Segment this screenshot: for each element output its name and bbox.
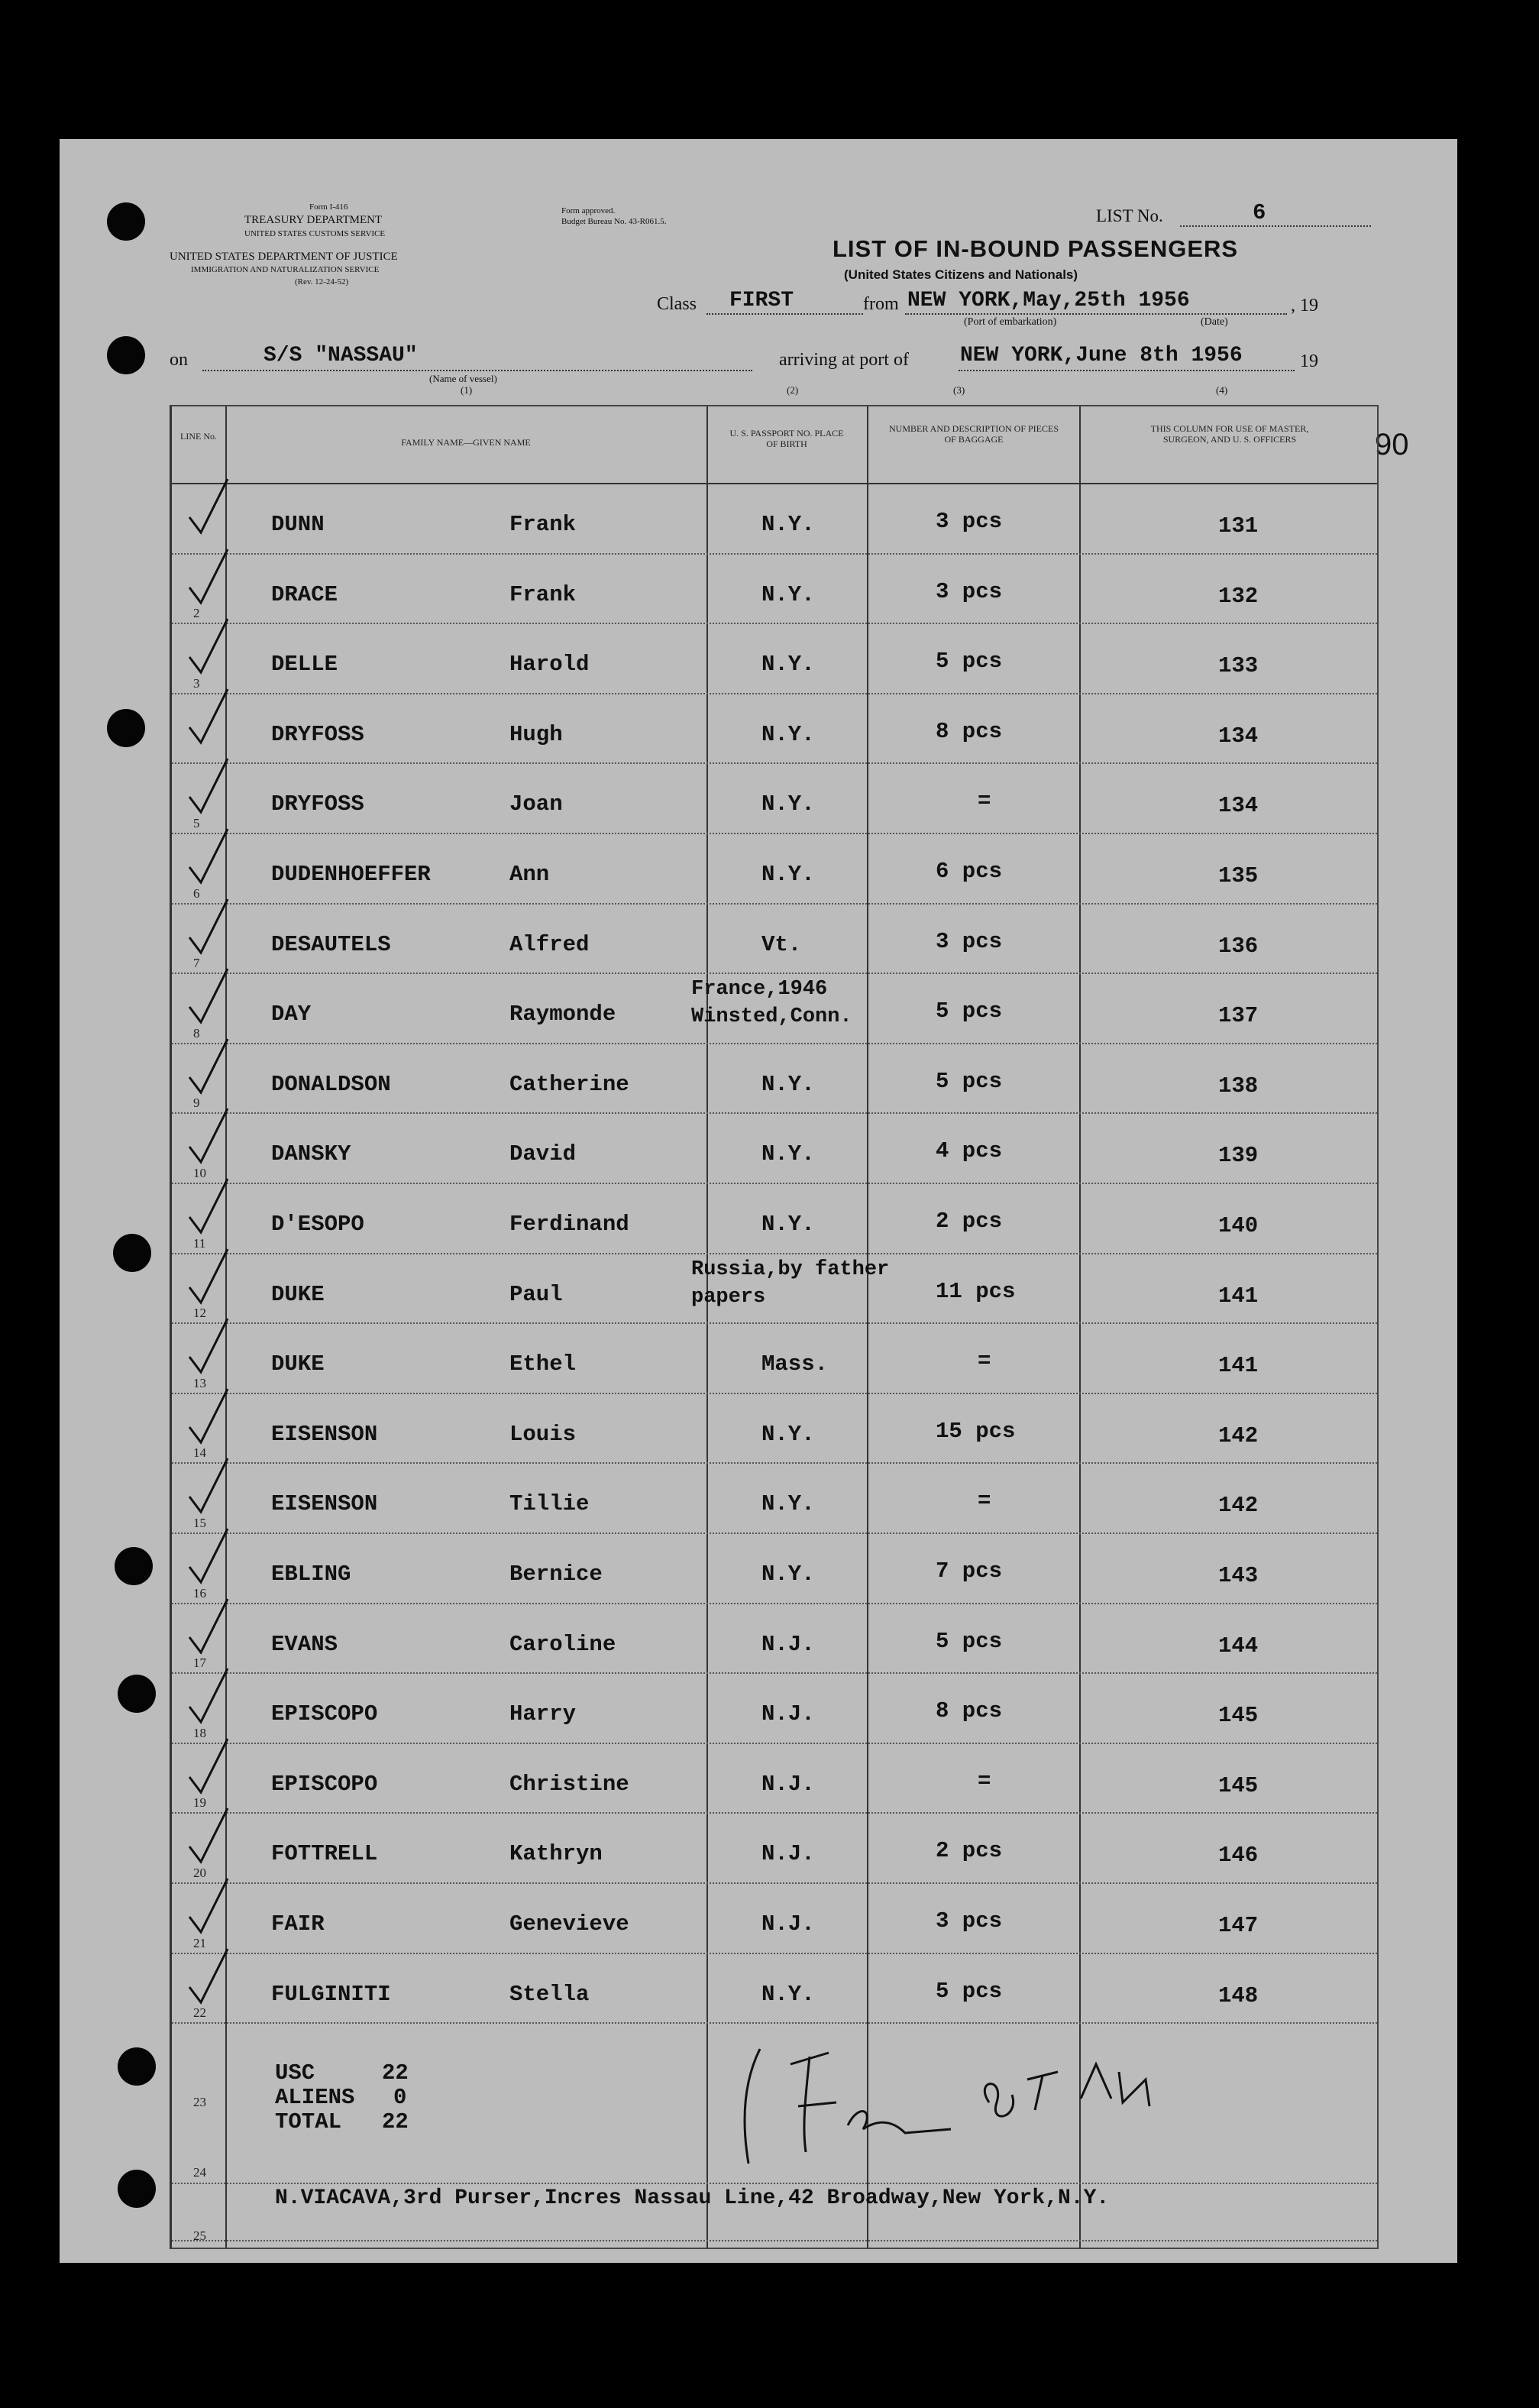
approved-label: Form approved. xyxy=(561,206,616,215)
baggage-header: NUMBER AND DESCRIPTION OF PIECES OF BAGGAGE xyxy=(888,423,1059,445)
aliens-label: ALIENS xyxy=(275,2085,355,2110)
line-number: 24 xyxy=(193,2165,206,2180)
officer-number: 135 xyxy=(1218,863,1259,888)
given-name: Genevieve xyxy=(509,1911,629,1937)
officer-number: 142 xyxy=(1218,1493,1259,1519)
check-mark-icon xyxy=(186,755,231,816)
vessel-name: S/S "NASSAU" xyxy=(264,344,418,367)
given-name: Frank xyxy=(509,512,577,537)
place-of-birth: N.J. xyxy=(761,1701,815,1727)
place-of-birth: Mass. xyxy=(761,1351,829,1377)
punch-hole xyxy=(107,336,145,374)
table-row xyxy=(172,1462,1377,1533)
officer-number: 143 xyxy=(1218,1563,1259,1588)
baggage-count: 5 pcs xyxy=(936,1628,1003,1654)
given-name: Catherine xyxy=(509,1071,629,1097)
table-row xyxy=(172,1603,1377,1673)
baggage-count: 3 pcs xyxy=(936,578,1003,604)
place-of-birth: N.Y. xyxy=(761,1421,815,1447)
officer-number: 136 xyxy=(1218,933,1259,959)
table-row xyxy=(172,693,1377,763)
officer-number: 144 xyxy=(1218,1633,1259,1659)
place-of-birth: N.Y. xyxy=(761,581,815,607)
family-name: EISENSON xyxy=(271,1491,378,1517)
baggage-count: 7 pcs xyxy=(936,1558,1003,1584)
vessel-caption: (Name of vessel) xyxy=(429,373,497,384)
from-label: from xyxy=(863,294,899,314)
place-of-birth: N.Y. xyxy=(761,721,815,747)
table-row xyxy=(172,973,1377,1043)
family-name: FOTTRELL xyxy=(271,1841,378,1867)
check-mark-icon xyxy=(186,1175,231,1236)
check-mark-icon xyxy=(186,895,231,956)
line-number: 6 xyxy=(193,885,200,901)
place-of-birth: N.Y. xyxy=(761,1212,815,1237)
check-mark-icon xyxy=(186,1105,231,1166)
given-name: Louis xyxy=(509,1421,577,1447)
justice-label: UNITED STATES DEPARTMENT OF JUSTICE xyxy=(170,251,398,263)
table-row xyxy=(172,762,1377,833)
family-name: EPISCOPO xyxy=(271,1771,378,1797)
check-mark-icon xyxy=(186,545,231,607)
place-of-birth: Russia,by father papers xyxy=(691,1257,890,1309)
check-mark-icon xyxy=(186,1245,231,1306)
year-label: , 19 xyxy=(1291,296,1318,316)
family-name: DUKE xyxy=(271,1281,325,1307)
baggage-count: 3 pcs xyxy=(936,928,1003,954)
place-of-birth: N.Y. xyxy=(761,1491,815,1517)
table-row xyxy=(172,553,1377,623)
table-row xyxy=(172,1183,1377,1253)
list-label: LIST No. xyxy=(1096,206,1163,225)
passenger-table xyxy=(170,405,1379,2249)
officer-number: 134 xyxy=(1218,793,1259,819)
line-number: 23 xyxy=(193,2095,206,2109)
baggage-count: 5 pcs xyxy=(936,649,1003,675)
family-name: DONALDSON xyxy=(271,1071,391,1097)
family-name: DUNN xyxy=(271,512,325,537)
baggage-count: 15 pcs xyxy=(936,1418,1016,1444)
given-name: Ann xyxy=(509,862,550,887)
family-name: FAIR xyxy=(271,1911,325,1937)
check-mark-icon xyxy=(186,1385,231,1446)
officers-header: THIS COLUMN FOR USE OF MASTER, SURGEON, AND U. S. OFFICERS xyxy=(1150,423,1309,445)
page-title: LIST OF IN-BOUND PASSENGERS xyxy=(833,235,1239,262)
check-mark-icon xyxy=(186,965,231,1026)
officer-number: 137 xyxy=(1218,1003,1259,1029)
table-row xyxy=(172,1953,1377,2023)
line-number: 22 xyxy=(193,2005,206,2021)
date-caption: (Date) xyxy=(1201,316,1228,328)
table-row xyxy=(172,1882,1377,1953)
family-name: DRYFOSS xyxy=(271,791,364,817)
given-name: Tillie xyxy=(509,1491,590,1517)
baggage-count: 8 pcs xyxy=(936,718,1003,744)
baggage-count: 5 pcs xyxy=(936,998,1003,1024)
baggage-count: 11 pcs xyxy=(936,1278,1016,1304)
embarkation-caption: (Port of embarkation) xyxy=(964,316,1057,328)
check-mark-icon xyxy=(186,1665,231,1726)
punch-hole xyxy=(107,709,145,747)
officer-number: 145 xyxy=(1218,1703,1259,1729)
line-number: 10 xyxy=(193,1165,206,1180)
officer-number: 141 xyxy=(1218,1283,1259,1309)
table-row xyxy=(172,1672,1377,1743)
line-number: 21 xyxy=(193,1935,206,1950)
line-number: 7 xyxy=(193,956,200,971)
officer-number: 141 xyxy=(1218,1353,1259,1379)
arriving-label: arriving at port of xyxy=(779,350,909,370)
name-header: FAMILY NAME—GIVEN NAME xyxy=(401,437,531,448)
column-3-caption: (3) xyxy=(953,384,965,396)
family-name: DESAUTELS xyxy=(271,931,391,957)
family-name: D'ESOPO xyxy=(271,1212,364,1237)
handwritten-initials xyxy=(722,2034,1241,2171)
check-mark-icon xyxy=(186,1804,231,1866)
check-mark-icon xyxy=(186,1035,231,1096)
revision-label: (Rev. 12-24-52) xyxy=(295,277,349,286)
table-row xyxy=(172,1322,1377,1393)
officer-number: 140 xyxy=(1218,1213,1259,1238)
given-name: Stella xyxy=(509,1981,590,2007)
column-1-caption: (1) xyxy=(461,384,473,396)
family-name: EBLING xyxy=(271,1562,351,1587)
given-name: Raymonde xyxy=(509,1002,616,1028)
place-of-birth: N.J. xyxy=(761,1911,815,1937)
page-subtitle: (United States Citizens and Nationals) xyxy=(844,267,1078,282)
check-mark-icon xyxy=(186,1315,231,1376)
baggage-count: 3 pcs xyxy=(936,1908,1003,1934)
embarkation-value: NEW YORK,May,25th 1956 xyxy=(907,289,1190,312)
family-name: EVANS xyxy=(271,1631,338,1657)
punch-hole xyxy=(115,1547,153,1585)
line-number-header: LINE No. xyxy=(180,431,217,442)
given-name: Bernice xyxy=(509,1562,603,1587)
given-name: Caroline xyxy=(509,1631,616,1657)
passport-header: U. S. PASSPORT NO. PLACE OF BIRTH xyxy=(729,428,844,449)
baggage-count: = xyxy=(978,1768,991,1794)
line-number: 14 xyxy=(193,1445,206,1461)
line-number: 19 xyxy=(193,1795,206,1811)
given-name: Ethel xyxy=(509,1351,577,1377)
usc-count: 22 xyxy=(382,2060,409,2086)
class-value: FIRST xyxy=(729,289,794,312)
table-row xyxy=(172,833,1377,903)
family-name: DRACE xyxy=(271,581,338,607)
baggage-count: 4 pcs xyxy=(936,1138,1003,1164)
family-name: DUDENHOEFFER xyxy=(271,862,431,887)
family-name: DRYFOSS xyxy=(271,721,364,747)
class-label: Class xyxy=(657,294,697,314)
family-name: EISENSON xyxy=(271,1421,378,1447)
usc-label: USC xyxy=(275,2060,315,2086)
given-name: Christine xyxy=(509,1771,629,1797)
check-mark-icon xyxy=(186,1525,231,1586)
baggage-count: 2 pcs xyxy=(936,1209,1003,1234)
check-mark-icon xyxy=(186,615,231,676)
check-mark-icon xyxy=(186,475,231,536)
family-name: EPISCOPO xyxy=(271,1701,378,1727)
officer-number: 133 xyxy=(1218,653,1259,679)
place-of-birth: N.Y. xyxy=(761,1141,815,1167)
given-name: Joan xyxy=(509,791,563,817)
table-row xyxy=(172,903,1377,973)
place-of-birth: N.Y. xyxy=(761,1562,815,1587)
line-number: 16 xyxy=(193,1585,206,1600)
given-name: Hugh xyxy=(509,721,563,747)
budget-label: Budget Bureau No. 43-R061.5. xyxy=(561,217,667,226)
line-number: 25 xyxy=(193,2228,206,2243)
line-number: 12 xyxy=(193,1306,206,1321)
punch-hole xyxy=(118,2170,156,2208)
column-4-caption: (4) xyxy=(1216,384,1228,396)
purser-signature-line: N.VIACAVA,3rd Purser,Incres Nassau Line,42 Broadway,New York,N.Y. xyxy=(275,2186,1110,2210)
officer-number: 138 xyxy=(1218,1073,1259,1099)
place-of-birth: France,1946 Winsted,Conn. xyxy=(691,978,852,1029)
given-name: Harold xyxy=(509,652,590,678)
baggage-count: 3 pcs xyxy=(936,509,1003,534)
check-mark-icon xyxy=(186,685,231,746)
line-number: 20 xyxy=(193,1865,206,1880)
table-row xyxy=(172,1533,1377,1603)
baggage-count: 6 pcs xyxy=(936,859,1003,884)
baggage-count: = xyxy=(978,788,991,814)
family-name: DUKE xyxy=(271,1351,325,1377)
line-number: 15 xyxy=(193,1515,206,1530)
check-mark-icon xyxy=(186,1735,231,1796)
given-name: Ferdinand xyxy=(509,1212,629,1237)
table-row xyxy=(172,1743,1377,1813)
place-of-birth: N.Y. xyxy=(761,1071,815,1097)
place-of-birth: N.Y. xyxy=(761,791,815,817)
baggage-count: 8 pcs xyxy=(936,1698,1003,1724)
place-of-birth: N.J. xyxy=(761,1631,815,1657)
place-of-birth: N.Y. xyxy=(761,652,815,678)
officer-number: 134 xyxy=(1218,723,1259,749)
aliens-count: 0 xyxy=(393,2085,407,2110)
table-row xyxy=(172,1043,1377,1113)
family-name: DAY xyxy=(271,1002,312,1028)
line-number: 18 xyxy=(193,1725,206,1740)
given-name: Alfred xyxy=(509,931,590,957)
list-number: 6 xyxy=(1253,200,1266,225)
on-label: on xyxy=(170,350,188,370)
given-name: Harry xyxy=(509,1701,577,1727)
total-count: 22 xyxy=(382,2109,409,2135)
line-number: 13 xyxy=(193,1375,206,1390)
family-name: DELLE xyxy=(271,652,338,678)
check-mark-icon xyxy=(186,1945,231,2006)
officer-number: 148 xyxy=(1218,1982,1259,2008)
check-mark-icon xyxy=(186,1595,231,1656)
officer-number: 139 xyxy=(1218,1143,1259,1169)
officer-number: 145 xyxy=(1218,1772,1259,1798)
check-mark-icon xyxy=(186,1875,231,1936)
customs-label: UNITED STATES CUSTOMS SERVICE xyxy=(244,229,386,238)
baggage-count: = xyxy=(978,1348,991,1374)
line-number: 2 xyxy=(193,606,200,621)
line-number: 17 xyxy=(193,1656,206,1671)
arrival-value: NEW YORK,June 8th 1956 xyxy=(960,344,1243,367)
place-of-birth: N.Y. xyxy=(761,512,815,537)
punch-hole xyxy=(118,2047,156,2086)
punch-hole xyxy=(113,1234,151,1272)
punch-hole xyxy=(107,202,145,241)
table-row xyxy=(172,1112,1377,1183)
arrival-year-label: 19 xyxy=(1300,351,1318,371)
line-number: 5 xyxy=(193,815,200,830)
check-mark-icon xyxy=(186,825,231,886)
table-row xyxy=(172,1393,1377,1463)
line-number: 3 xyxy=(193,675,200,691)
officer-number: 132 xyxy=(1218,583,1259,609)
form-number: Form I-416 xyxy=(309,202,348,212)
officer-number: 142 xyxy=(1218,1422,1259,1448)
officer-number: 131 xyxy=(1218,513,1259,539)
baggage-count: 5 pcs xyxy=(936,1978,1003,2004)
place-of-birth: N.Y. xyxy=(761,862,815,887)
table-row xyxy=(172,623,1377,693)
line-number: 11 xyxy=(193,1235,206,1251)
line-number: 9 xyxy=(193,1096,200,1111)
officer-number: 146 xyxy=(1218,1843,1259,1869)
given-name: David xyxy=(509,1141,577,1167)
place-of-birth: N.Y. xyxy=(761,1981,815,2007)
table-row xyxy=(172,483,1377,553)
family-name: FULGINITI xyxy=(271,1981,391,2007)
officer-number: 147 xyxy=(1218,1913,1259,1938)
total-label: TOTAL xyxy=(275,2109,342,2135)
given-name: Frank xyxy=(509,581,577,607)
page-number: 90 xyxy=(1375,428,1409,461)
baggage-count: 2 pcs xyxy=(936,1838,1003,1864)
table-row xyxy=(172,1253,1377,1323)
family-name: DANSKY xyxy=(271,1141,351,1167)
check-mark-icon xyxy=(186,1455,231,1516)
punch-hole xyxy=(118,1675,156,1713)
place-of-birth: Vt. xyxy=(761,931,802,957)
given-name: Paul xyxy=(509,1281,563,1307)
baggage-count: 5 pcs xyxy=(936,1068,1003,1094)
column-2-caption: (2) xyxy=(787,384,799,396)
treasury-label: TREASURY DEPARTMENT xyxy=(244,214,383,226)
immigration-label: IMMIGRATION AND NATURALIZATION SERVICE xyxy=(191,265,380,274)
place-of-birth: N.J. xyxy=(761,1841,815,1867)
line-number: 8 xyxy=(193,1025,200,1041)
table-row xyxy=(172,1812,1377,1882)
place-of-birth: N.J. xyxy=(761,1771,815,1797)
baggage-count: = xyxy=(978,1488,991,1514)
given-name: Kathryn xyxy=(509,1841,603,1867)
